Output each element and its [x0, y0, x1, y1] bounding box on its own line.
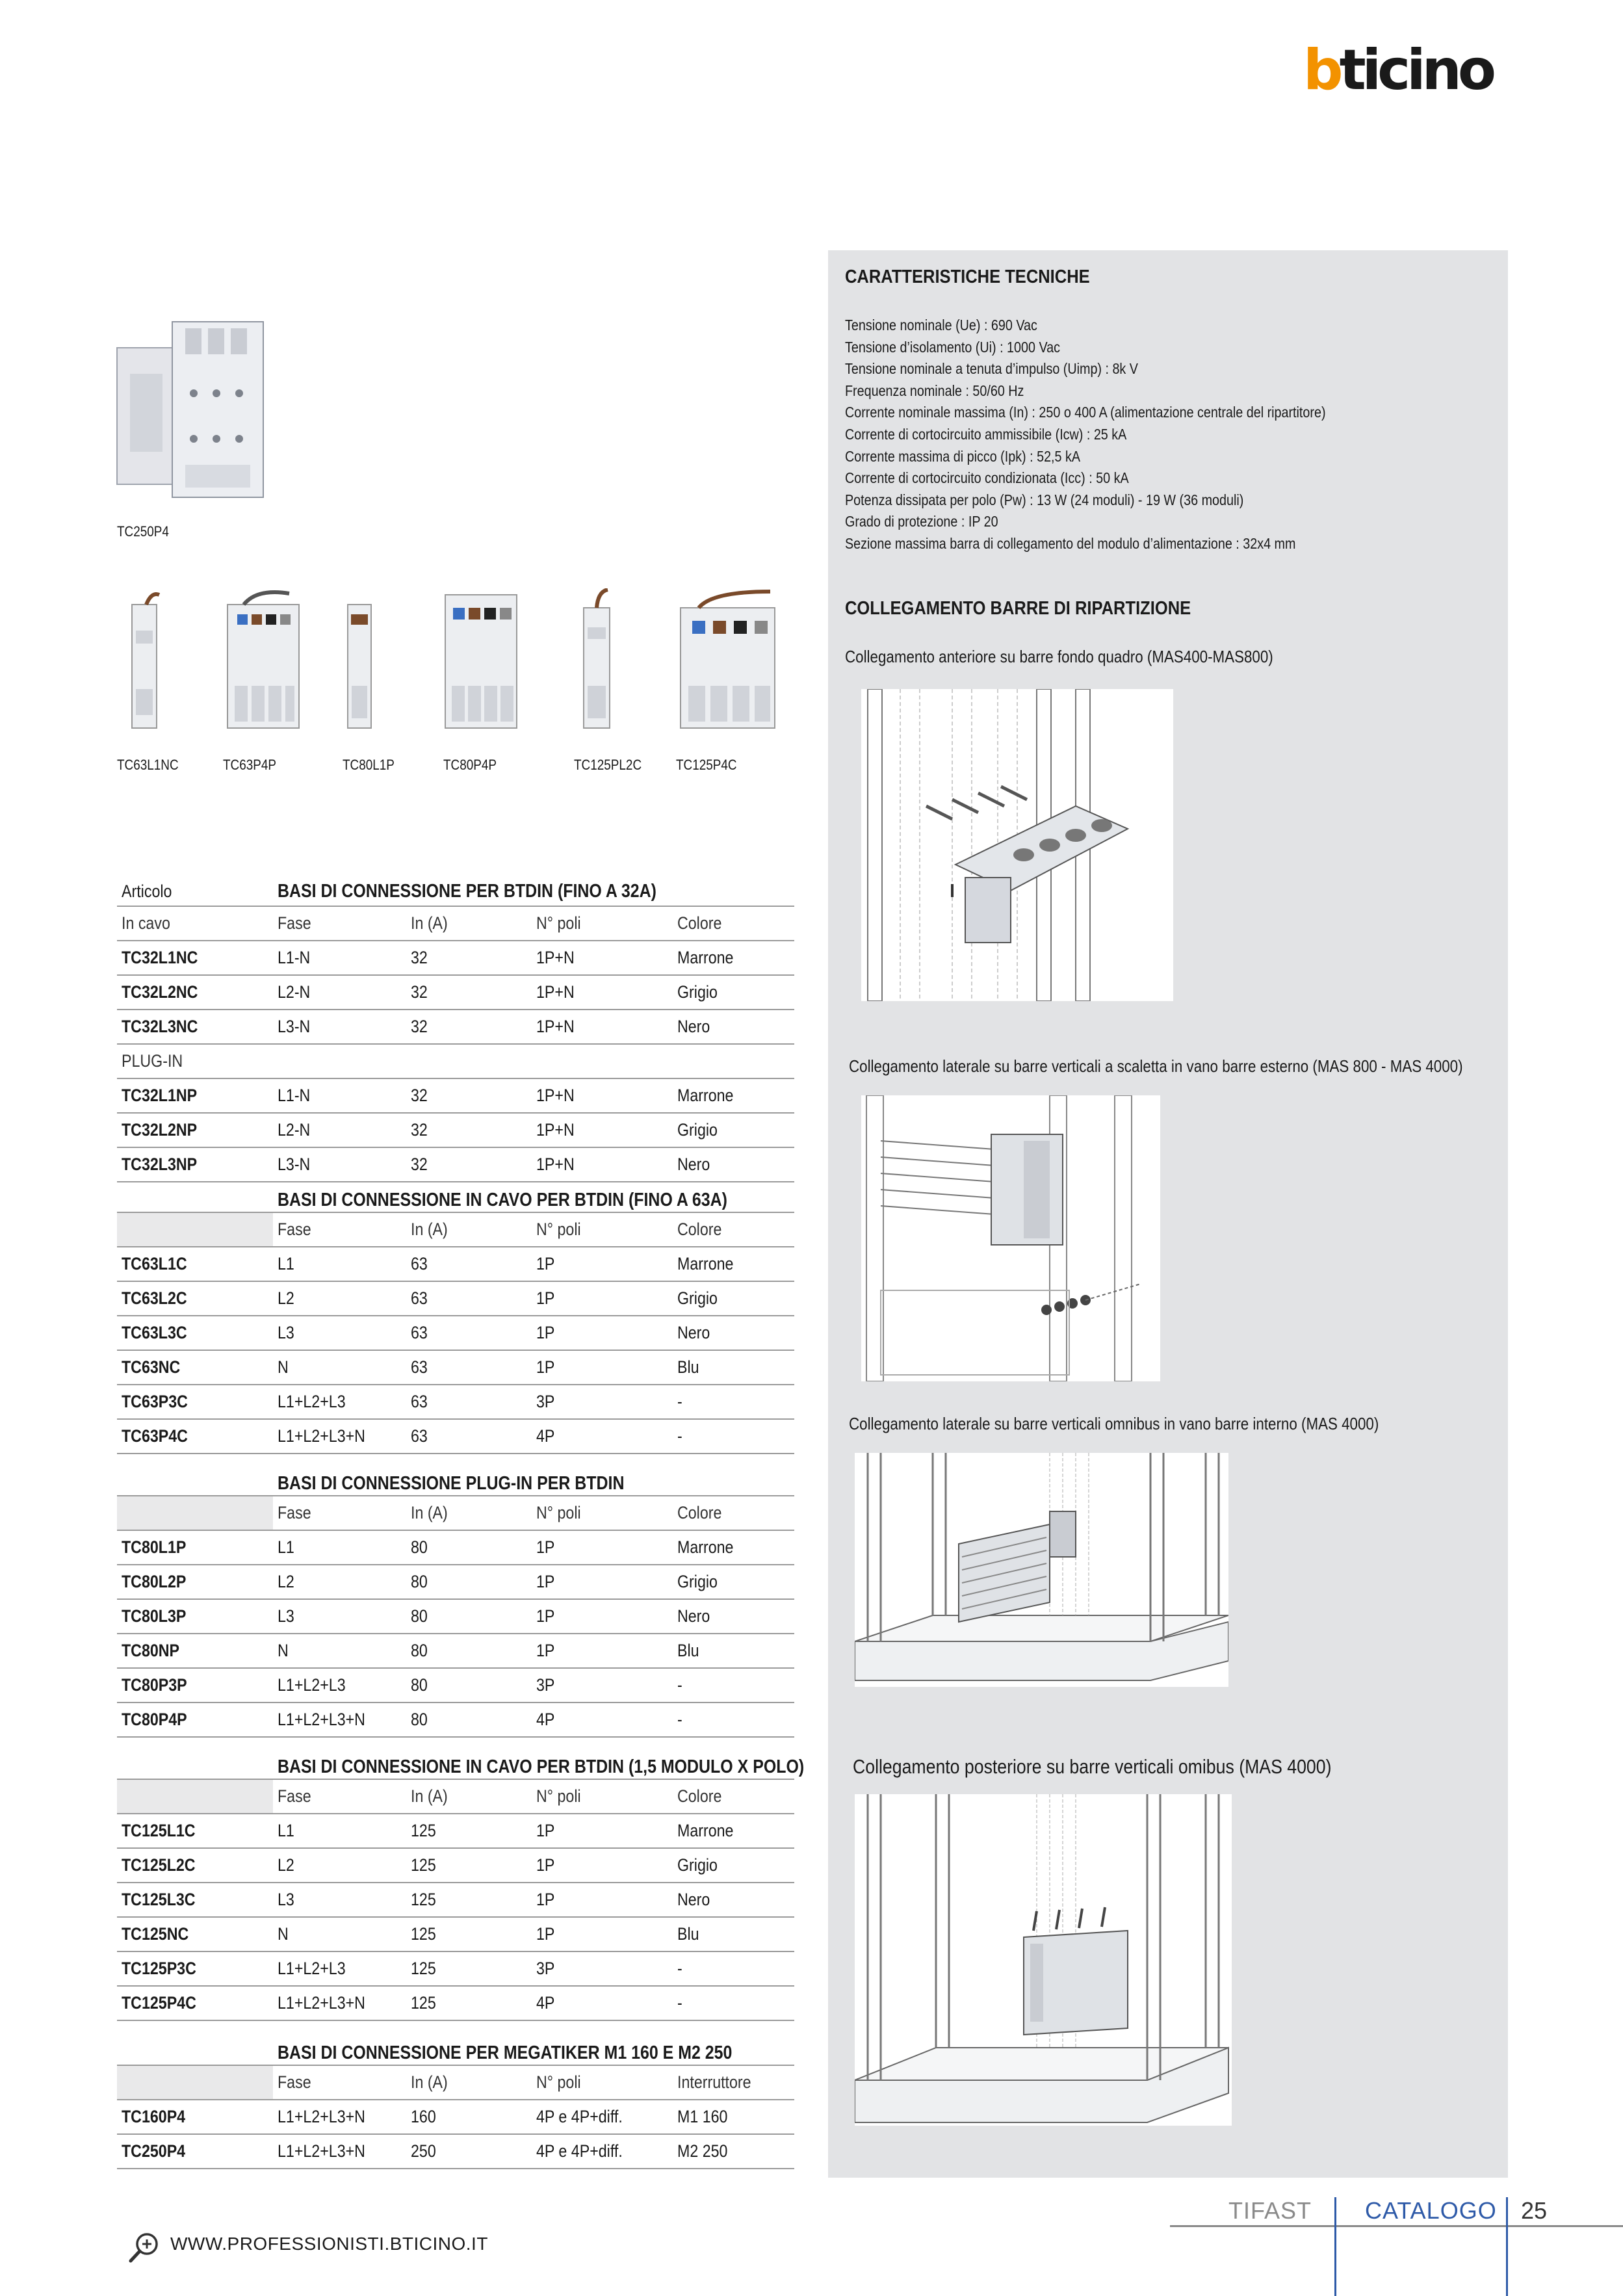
col-header: Fase — [278, 1220, 311, 1239]
spec-line: Tensione d’isolamento (Ui) : 1000 Vac — [845, 338, 1061, 356]
product-code-6: TC125P4C — [676, 757, 737, 773]
table-row — [117, 1565, 794, 1600]
table-title-row — [117, 1465, 794, 1495]
col-header: Colore — [677, 1503, 722, 1522]
article-code: TC80P3P — [122, 1675, 187, 1695]
tc80p4p-product-image — [439, 588, 523, 735]
article-code: TC160P4 — [122, 2107, 186, 2126]
cell: 80 — [411, 1675, 428, 1695]
cell: 1P+N — [536, 948, 575, 967]
article-code: TC125L3C — [122, 1890, 196, 1909]
cell: Nero — [677, 1323, 710, 1342]
caratteristiche-title: CARATTERISTICHE TECNICHE — [845, 267, 1090, 287]
cell: L3 — [278, 1606, 294, 1626]
cell: 63 — [411, 1392, 428, 1411]
col-header: N° poli — [536, 2072, 581, 2092]
laterale-scaletta-illustration — [861, 1095, 1160, 1381]
caption-anteriore: Collegamento anteriore su barre fondo quadro (MAS400-MAS800) — [845, 647, 1273, 666]
cell: Marrone — [677, 948, 734, 967]
cell: L1+L2+L3+N — [278, 1426, 365, 1446]
col-header: N° poli — [536, 1503, 581, 1522]
article-code: TC125NC — [122, 1924, 189, 1944]
website-link[interactable]: WWW.PROFESSIONISTI.BTICINO.IT — [170, 2234, 488, 2254]
col-header: Fase — [278, 1786, 311, 1806]
tc125p4c-product-image — [673, 588, 783, 735]
cell: 63 — [411, 1357, 428, 1377]
article-code: TC63L1C — [122, 1254, 187, 1273]
table-row — [117, 1814, 794, 1849]
spec-line: Tensione nominale (Ue) : 690 Vac — [845, 317, 1037, 333]
table-title-row — [117, 1182, 794, 1212]
article-code: TC80L3P — [122, 1606, 187, 1626]
cell: L2 — [278, 1288, 294, 1308]
table-row — [117, 1114, 794, 1148]
cell: Grigio — [677, 1288, 718, 1308]
col-header: Interruttore — [677, 2072, 751, 2092]
article-code: TC63L3C — [122, 1323, 187, 1342]
cell: N — [278, 1641, 289, 1660]
col-header: In (A) — [411, 1786, 448, 1806]
footer-divider — [1170, 2225, 1623, 2227]
header-fill — [117, 1496, 273, 1530]
cell: - — [677, 1993, 682, 2013]
cell: L1-N — [278, 1086, 311, 1105]
table-columns-row — [117, 906, 794, 940]
cell: 32 — [411, 948, 428, 967]
cell: L3-N — [278, 1155, 311, 1174]
table-header-row — [117, 874, 794, 906]
table-title-row — [117, 1749, 805, 1779]
cell: 80 — [411, 1572, 428, 1591]
cell: L1+L2+L3 — [278, 1675, 346, 1695]
articolo-label: Articolo — [122, 881, 172, 901]
cell: L3 — [278, 1323, 294, 1342]
subheader-label: PLUG-IN — [122, 1051, 183, 1071]
cell: 63 — [411, 1426, 428, 1446]
cell: L1 — [278, 1821, 294, 1840]
product-code-main: TC250P4 — [117, 523, 169, 540]
col-header: In cavo — [122, 913, 170, 933]
tc125pl2c-product-image — [572, 588, 624, 735]
table-row — [117, 1316, 794, 1351]
cell: 1P — [536, 1323, 555, 1342]
cell: 4P — [536, 1426, 555, 1446]
tc250p4-product-image — [110, 315, 273, 504]
footer-separator — [1334, 2197, 1336, 2296]
cell: Nero — [677, 1017, 710, 1036]
col-header: N° poli — [536, 913, 581, 933]
cell: 4P — [536, 1993, 555, 2013]
cell: Grigio — [677, 1572, 718, 1591]
cell: 32 — [411, 1120, 428, 1140]
article-code: TC125L1C — [122, 1821, 196, 1840]
caption-laterale-scaletta: Collegamento laterale su barre verticali a scaletta in vano barre esterno (MAS 800 - MAS 4000) — [849, 1056, 1463, 1076]
article-code: TC125L2C — [122, 1855, 196, 1875]
cell: 1P+N — [536, 1155, 575, 1174]
cell: 1P+N — [536, 1017, 575, 1036]
cell: 160 — [411, 2107, 436, 2126]
cell: 80 — [411, 1710, 428, 1729]
cell: L1 — [278, 1254, 294, 1273]
cell: M1 160 — [677, 2107, 728, 2126]
article-code: TC63L2C — [122, 1288, 187, 1308]
tc63p4p-product-image — [218, 588, 309, 735]
cell: L3 — [278, 1890, 294, 1909]
col-header: In (A) — [411, 2072, 448, 2092]
cell: 4P e 4P+diff. — [536, 2107, 623, 2126]
table-basi-125a — [117, 1749, 805, 2021]
spec-line: Tensione nominale a tenuta d’impulso (Uimp) : 8k V — [845, 360, 1138, 378]
table-title: BASI DI CONNESSIONE PLUG-IN PER BTDIN — [278, 1473, 625, 1494]
cell: Blu — [677, 1357, 699, 1377]
cell: L1+L2+L3+N — [278, 2107, 365, 2126]
cell: L1+L2+L3 — [278, 1392, 346, 1411]
spec-line: Sezione massima barra di collegamento del modulo d’alimentazione : 32x4 mm — [845, 534, 1296, 552]
col-header: N° poli — [536, 1786, 581, 1806]
cell: L2 — [278, 1572, 294, 1591]
cell: 125 — [411, 1959, 436, 1978]
article-code: TC63P3C — [122, 1392, 188, 1411]
table-columns-row — [117, 2065, 794, 2100]
cell: M2 250 — [677, 2141, 728, 2161]
col-header: Fase — [278, 2072, 311, 2092]
cell: 32 — [411, 1017, 428, 1036]
table-row — [117, 1385, 794, 1420]
table-title: BASI DI CONNESSIONE IN CAVO PER BTDIN (FINO A 63A) — [278, 1190, 727, 1210]
article-code: TC32L1NP — [122, 1086, 198, 1105]
table-row — [117, 1987, 794, 2021]
cell: 63 — [411, 1288, 428, 1308]
product-code-2: TC63P4P — [223, 757, 277, 773]
col-header: In (A) — [411, 913, 448, 933]
table-subheader — [117, 1045, 794, 1079]
article-code: TC32L2NP — [122, 1120, 198, 1140]
cell: 1P — [536, 1288, 555, 1308]
cell: L1-N — [278, 948, 311, 967]
search-icon — [127, 2231, 161, 2265]
cell: Marrone — [677, 1254, 734, 1273]
cell: 1P+N — [536, 1086, 575, 1105]
spec-line: Frequenza nominale : 50/60 Hz — [845, 382, 1024, 399]
table-row — [117, 1010, 794, 1045]
footer-catalogo: CATALOGO — [1365, 2197, 1497, 2224]
table-row — [117, 1351, 794, 1385]
cell: 63 — [411, 1254, 428, 1273]
table-row — [117, 1531, 794, 1565]
cell: 1P — [536, 1821, 555, 1840]
table-row — [117, 1918, 794, 1952]
tc63l1nc-product-image — [120, 592, 172, 735]
col-header: N° poli — [536, 1220, 581, 1239]
tc80l1p-product-image — [338, 595, 383, 735]
cell: 32 — [411, 982, 428, 1002]
cell: 1P — [536, 1537, 555, 1557]
spec-line: Grado di protezione : IP 20 — [845, 513, 998, 530]
article-code: TC32L3NP — [122, 1155, 198, 1174]
laterale-omnibus-illustration — [855, 1453, 1228, 1687]
cell: 125 — [411, 1890, 436, 1909]
cell: 80 — [411, 1641, 428, 1660]
col-header: Colore — [677, 1786, 722, 1806]
cell: 1P — [536, 1357, 555, 1377]
article-code: TC32L3NC — [122, 1017, 198, 1036]
spec-line: Corrente massima di picco (Ipk) : 52,5 kA — [845, 447, 1081, 465]
article-code: TC32L1NC — [122, 948, 198, 967]
cell: L3-N — [278, 1017, 311, 1036]
article-code: TC250P4 — [122, 2141, 186, 2161]
cell: 80 — [411, 1537, 428, 1557]
cell: - — [677, 1675, 682, 1695]
cell: N — [278, 1924, 289, 1944]
table-title-row — [117, 2035, 794, 2065]
table-row — [117, 1282, 794, 1316]
cell: L1+L2+L3 — [278, 1959, 346, 1978]
spec-line: Corrente nominale massima (In) : 250 o 400 A (alimentazione centrale del ripartitore) — [845, 404, 1326, 421]
cell: 1P — [536, 1606, 555, 1626]
caption-laterale-omnibus: Collegamento laterale su barre verticali omnibus in vano barre interno (MAS 4000) — [849, 1414, 1379, 1433]
article-code: TC80P4P — [122, 1710, 187, 1729]
table-title: BASI DI CONNESSIONE PER BTDIN (FINO A 32A) — [278, 881, 656, 902]
spec-line: Corrente di cortocircuito condizionata (Icc) : 50 kA — [845, 469, 1129, 487]
cell: Nero — [677, 1890, 710, 1909]
col-header: Fase — [278, 1503, 311, 1522]
header-fill — [117, 1780, 273, 1813]
table-columns-row — [117, 1495, 794, 1531]
cell: 3P — [536, 1675, 555, 1695]
table-row — [117, 1079, 794, 1114]
table-row — [117, 2135, 794, 2169]
cell: L1+L2+L3+N — [278, 1710, 365, 1729]
table-basi-plug-in — [117, 1465, 794, 1738]
cell: 32 — [411, 1155, 428, 1174]
cell: L2-N — [278, 1120, 311, 1140]
article-code: TC80L1P — [122, 1537, 187, 1557]
table-row — [117, 1883, 794, 1918]
cell: 1P — [536, 1572, 555, 1591]
table-columns-row — [117, 1212, 794, 1247]
article-code: TC80L2P — [122, 1572, 187, 1591]
cell: N — [278, 1357, 289, 1377]
table-row — [117, 1420, 794, 1454]
cell: L1+L2+L3+N — [278, 2141, 365, 2161]
cell: - — [677, 1959, 682, 1978]
cell: - — [677, 1426, 682, 1446]
cell: L2 — [278, 1855, 294, 1875]
table-basi-32a — [117, 874, 794, 1182]
cell: Nero — [677, 1155, 710, 1174]
table-row — [117, 2100, 794, 2135]
posteriore-omnibus-illustration — [855, 1794, 1232, 2126]
cell: Nero — [677, 1606, 710, 1626]
col-header: In (A) — [411, 1503, 448, 1522]
article-code: TC80NP — [122, 1641, 180, 1660]
table-row — [117, 1148, 794, 1182]
cell: - — [677, 1392, 682, 1411]
footer-separator — [1506, 2197, 1508, 2296]
col-header: Colore — [677, 913, 722, 933]
cell: 4P — [536, 1710, 555, 1729]
cell: 125 — [411, 1924, 436, 1944]
cell: Grigio — [677, 982, 718, 1002]
table-row — [117, 1849, 794, 1883]
product-code-4: TC80P4P — [443, 757, 497, 773]
table-row — [117, 940, 794, 976]
cell: 1P+N — [536, 982, 575, 1002]
article-code: TC32L2NC — [122, 982, 198, 1002]
cell: L1 — [278, 1537, 294, 1557]
cell: 1P — [536, 1890, 555, 1909]
cell: Blu — [677, 1641, 699, 1660]
product-code-5: TC125PL2C — [574, 757, 642, 773]
cell: 125 — [411, 1993, 436, 2013]
table-row — [117, 1952, 794, 1987]
cell: 1P — [536, 1254, 555, 1273]
cell: Blu — [677, 1924, 699, 1944]
cell: Grigio — [677, 1855, 718, 1875]
footer-tifast: TIFAST — [1228, 2197, 1312, 2224]
cell: 4P e 4P+diff. — [536, 2141, 623, 2161]
cell: 32 — [411, 1086, 428, 1105]
article-code: TC125P4C — [122, 1993, 196, 2013]
article-code: TC63NC — [122, 1357, 181, 1377]
bticino-logo: b ticino — [1303, 38, 1492, 103]
cell: 125 — [411, 1855, 436, 1875]
product-code-3: TC80L1P — [343, 757, 395, 773]
cell: Marrone — [677, 1821, 734, 1840]
table-row — [117, 1600, 794, 1634]
spec-line: Corrente di cortocircuito ammissibile (Icw) : 25 kA — [845, 425, 1127, 443]
article-code: TC63P4C — [122, 1426, 188, 1446]
cell: L1+L2+L3+N — [278, 1993, 365, 2013]
cell: 125 — [411, 1821, 436, 1840]
header-fill — [117, 1213, 273, 1246]
caratteristiche-list — [845, 315, 1326, 555]
col-header: Colore — [677, 1220, 722, 1239]
table-basi-63a — [117, 1182, 794, 1454]
footer-page-number: 25 — [1521, 2197, 1548, 2224]
cell: 3P — [536, 1392, 555, 1411]
cell: L2-N — [278, 982, 311, 1002]
table-title: BASI DI CONNESSIONE IN CAVO PER BTDIN (1,5 MODULO X POLO) — [278, 1756, 805, 1777]
collegamento-title: COLLEGAMENTO BARRE DI RIPARTIZIONE — [845, 598, 1191, 619]
table-basi-megatiker — [117, 2035, 794, 2169]
col-header: Fase — [278, 913, 311, 933]
cell: 1P — [536, 1641, 555, 1660]
col-header: In (A) — [411, 1220, 448, 1239]
header-fill — [117, 2066, 273, 2099]
spec-line: Potenza dissipata per polo (Pw) : 13 W (24 moduli) - 19 W (36 moduli) — [845, 491, 1244, 508]
cell: 1P — [536, 1855, 555, 1875]
cell: 3P — [536, 1959, 555, 1978]
cell: 1P — [536, 1924, 555, 1944]
cell: Marrone — [677, 1086, 734, 1105]
table-columns-row — [117, 1779, 794, 1814]
cell: 80 — [411, 1606, 428, 1626]
table-row — [117, 1247, 794, 1282]
cell: 250 — [411, 2141, 436, 2161]
table-row — [117, 1703, 794, 1738]
caption-posteriore: Collegamento posteriore su barre verticali omibus (MAS 4000) — [853, 1755, 1332, 1778]
anteriore-connection-illustration — [861, 689, 1173, 1001]
cell: Marrone — [677, 1537, 734, 1557]
cell: 63 — [411, 1323, 428, 1342]
cell: Grigio — [677, 1120, 718, 1140]
table-row — [117, 1634, 794, 1669]
table-title: BASI DI CONNESSIONE PER MEGATIKER M1 160 E M2 250 — [278, 2042, 733, 2063]
cell: - — [677, 1710, 682, 1729]
cell: 1P+N — [536, 1120, 575, 1140]
product-code-1: TC63L1NC — [117, 757, 179, 773]
table-row — [117, 976, 794, 1010]
table-row — [117, 1669, 794, 1703]
article-code: TC125P3C — [122, 1959, 196, 1978]
